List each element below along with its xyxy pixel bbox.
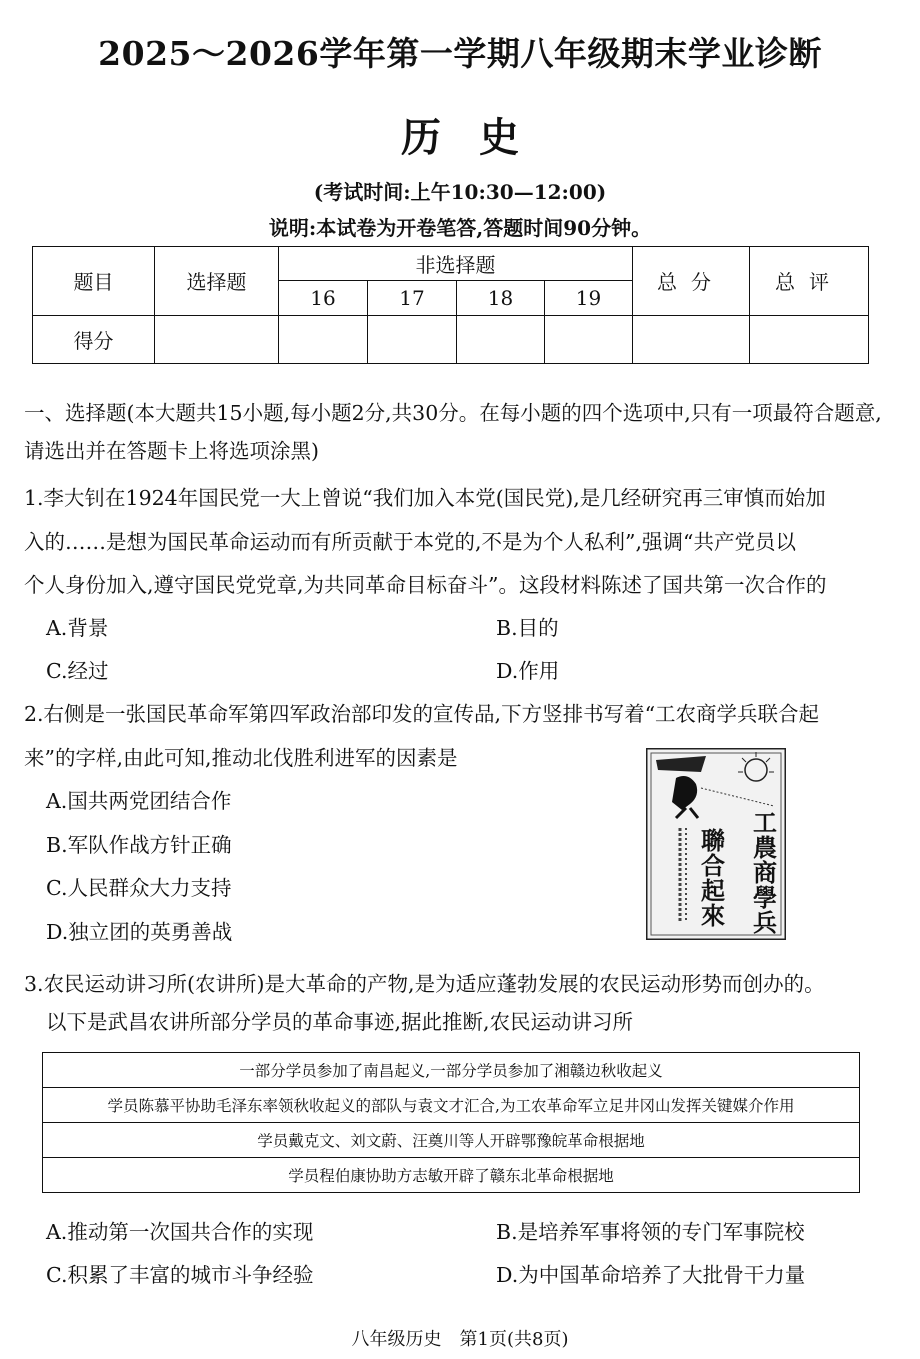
- q3-option-b[interactable]: B.是培养军事将领的专门军事院校: [496, 1220, 805, 1244]
- record-row: 一部分学员参加了南昌起义,一部分学员参加了湘赣边秋收起义: [43, 1053, 860, 1088]
- q3-option-c[interactable]: C.积累了丰富的城市斗争经验: [46, 1263, 314, 1287]
- exam-note: 说明:本试卷为开卷笔答,答题时间90分钟。: [268, 216, 652, 240]
- q1-option-b[interactable]: B.目的: [496, 616, 559, 640]
- score-cell-18[interactable]: [457, 315, 545, 363]
- q2-option-a[interactable]: A.国共两党团结合作: [46, 789, 232, 813]
- q3-line-2: 以下是武昌农讲所部分学员的革命事迹,据此推断,农民运动讲习所: [46, 1010, 634, 1034]
- q2-option-b[interactable]: B.军队作战方针正确: [46, 833, 232, 857]
- score-cell-19[interactable]: [545, 315, 633, 363]
- q1-option-d[interactable]: D.作用: [496, 659, 560, 683]
- score-cell-16[interactable]: [279, 315, 368, 363]
- q2-line-1: 2.右侧是一张国民革命军第四军政治部印发的宣传品,下方竖排书写着“工农商学兵联合起: [24, 702, 820, 726]
- row-label-question: 题目: [33, 247, 155, 316]
- q3-line-1: 3.农民运动讲习所(农讲所)是大革命的产物,是为适应蓬勃发展的农民运动形势而创办的。: [24, 972, 825, 996]
- col-q16: 16: [279, 281, 368, 315]
- poster-slogan-col-2: 聯合起來: [701, 826, 725, 930]
- col-total: 总分: [633, 247, 750, 316]
- score-table: [32, 246, 868, 364]
- row-label-score: 得分: [33, 315, 155, 363]
- score-cell-choice[interactable]: [155, 315, 279, 363]
- propaganda-poster-image: [646, 748, 786, 940]
- score-cell-review[interactable]: [750, 315, 869, 363]
- subject-title: 历史: [401, 114, 557, 161]
- score-cell-total[interactable]: [633, 315, 750, 363]
- col-q19: 19: [545, 281, 633, 315]
- q3-option-d[interactable]: D.为中国革命培养了大批骨干力量: [496, 1263, 806, 1287]
- q2-option-d[interactable]: D.独立团的英勇善战: [46, 920, 233, 944]
- record-row: 学员陈慕平协助毛泽东率领秋收起义的部队与袁文才汇合,为工农革命军立足井冈山发挥关键媒介作用: [43, 1088, 860, 1123]
- record-row: 学员戴克文、刘文蔚、汪奠川等人开辟鄂豫皖革命根据地: [43, 1123, 860, 1158]
- col-review: 总评: [750, 247, 869, 316]
- score-cell-17[interactable]: [368, 315, 457, 363]
- col-non-choice: 非选择题: [279, 247, 633, 281]
- q2-line-2: 来”的字样,由此可知,推动北伐胜利进军的因素是: [24, 746, 458, 770]
- exam-title: 2025～2026学年第一学期八年级期末学业诊断: [98, 34, 822, 73]
- col-choice: 选择题: [155, 247, 279, 316]
- q1-option-a[interactable]: A.背景: [46, 616, 109, 640]
- student-records-table: [42, 1052, 860, 1193]
- col-q18: 18: [457, 281, 545, 315]
- q1-line-1: 1.李大钊在1924年国民党一大上曾说“我们加入本党(国民党),是几经研究再三审慎而始加: [24, 486, 826, 510]
- q1-line-2: 入的……是想为国民革命运动而有所贡献于本党的,不是为个人私利”,强调“共产党员以: [24, 530, 796, 554]
- q3-option-a[interactable]: A.推动第一次国共合作的实现: [46, 1220, 314, 1244]
- section-title: 一、选择题(本大题共15小题,每小题2分,共30分。在每小题的四个选项中,只有一项最符合题意,请选出并在答题卡上将选项涂黑): [24, 401, 882, 463]
- q1-option-c[interactable]: C.经过: [46, 659, 109, 683]
- poster-slogan-col-1: 工農商學兵: [753, 808, 777, 937]
- q1-line-3: 个人身份加入,遵守国民党党章,为共同革命目标奋斗”。这段材料陈述了国共第一次合作的: [24, 573, 827, 597]
- col-q17: 17: [368, 281, 457, 315]
- q2-option-c[interactable]: C.人民群众大力支持: [46, 876, 232, 900]
- record-row: 学员程伯康协助方志敏开辟了赣东北革命根据地: [43, 1158, 860, 1193]
- exam-time: (考试时间:上午10:30—12:00): [313, 180, 607, 204]
- page-footer: 八年级历史 第1页(共8页): [351, 1329, 569, 1350]
